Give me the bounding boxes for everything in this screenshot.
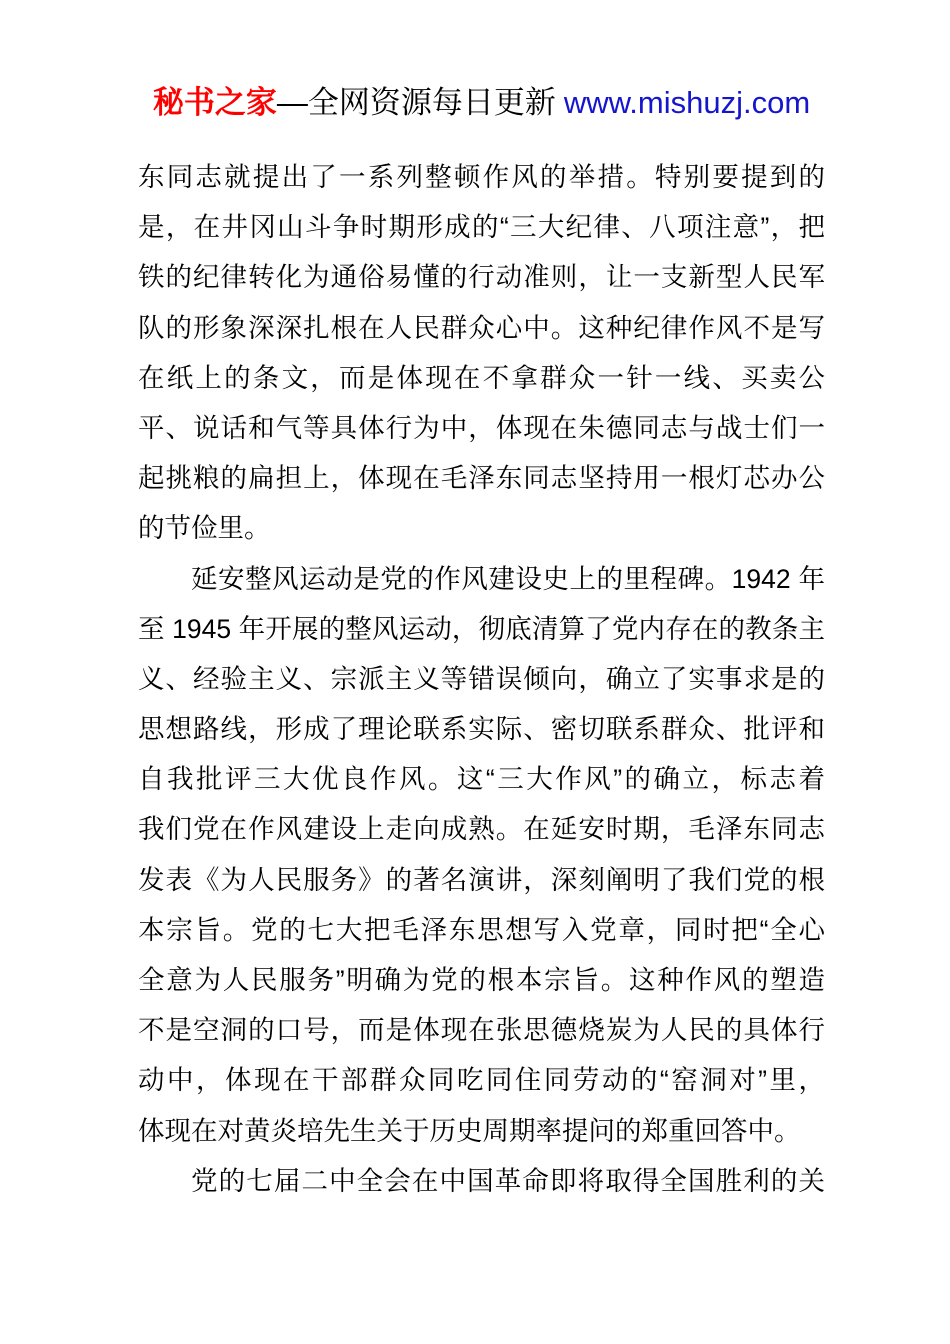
text-line: 是，在井冈山斗争时期形成的“三大纪律、八项注意”，把: [138, 212, 825, 243]
text-line: 的节俭里。: [138, 513, 271, 544]
text-line: 党的七届二中全会在中国革命即将取得全国胜利的关: [191, 1165, 825, 1196]
text-line: 至 1945 年开展的整风运动，彻底清算了党内存在的教条主: [138, 613, 825, 644]
site-url: www.mishuzj.com: [563, 85, 811, 120]
text-line: 体现在对黄炎培先生关于历史周期率提问的郑重回答中。: [138, 1115, 801, 1146]
site-tagline: —全网资源每日更新: [276, 85, 556, 120]
text-line: 义、经验主义、宗派主义等错误倾向，确立了实事求是的: [138, 663, 825, 694]
text-line: 本宗旨。党的七大把毛泽东思想写入党章，同时把“全心: [138, 914, 825, 945]
text-line: 起挑粮的扁担上，体现在毛泽东同志坚持用一根灯芯办公: [138, 463, 825, 494]
text-line: 铁的纪律转化为通俗易懂的行动准则，让一支新型人民军: [138, 262, 825, 293]
text-line: 思想路线，形成了理论联系实际、密切联系群众、批评和: [138, 714, 825, 745]
content-column: [138, 0, 825, 1206]
text-line: 东同志就提出了一系列整顿作风的举措。特别要提到的: [138, 162, 825, 192]
site-name: 秘书之家: [152, 85, 277, 120]
text-line: 平、说话和气等具体行为中，体现在朱德同志与战士们一: [138, 412, 825, 443]
text-line: 延安整风运动是党的作风建设史上的里程碑。1942 年: [191, 563, 825, 594]
text-line: 全意为人民服务”明确为党的根本宗旨。这种作风的塑造: [138, 965, 825, 995]
page-header: [138, 82, 825, 124]
document-body: [138, 152, 825, 1206]
text-line: 在纸上的条文，而是体现在不拿群众一针一线、买卖公: [138, 362, 825, 393]
text-line: 我们党在作风建设上走向成熟。在延安时期，毛泽东同志: [138, 814, 825, 845]
text-line: 发表《为人民服务》的著名演讲，深刻阐明了我们党的根: [138, 864, 825, 895]
text-line: 动中，体现在干部群众同吃同住同劳动的“窑洞对”里，: [138, 1065, 825, 1096]
text-line: 队的形象深深扎根在人民群众心中。这种纪律作风不是写: [138, 312, 825, 343]
text-line: 不是空洞的口号，而是体现在张思德烧炭为人民的具体行: [138, 1015, 825, 1046]
text-line: 自我批评三大优良作风。这“三大作风”的确立，标志着: [138, 764, 825, 795]
